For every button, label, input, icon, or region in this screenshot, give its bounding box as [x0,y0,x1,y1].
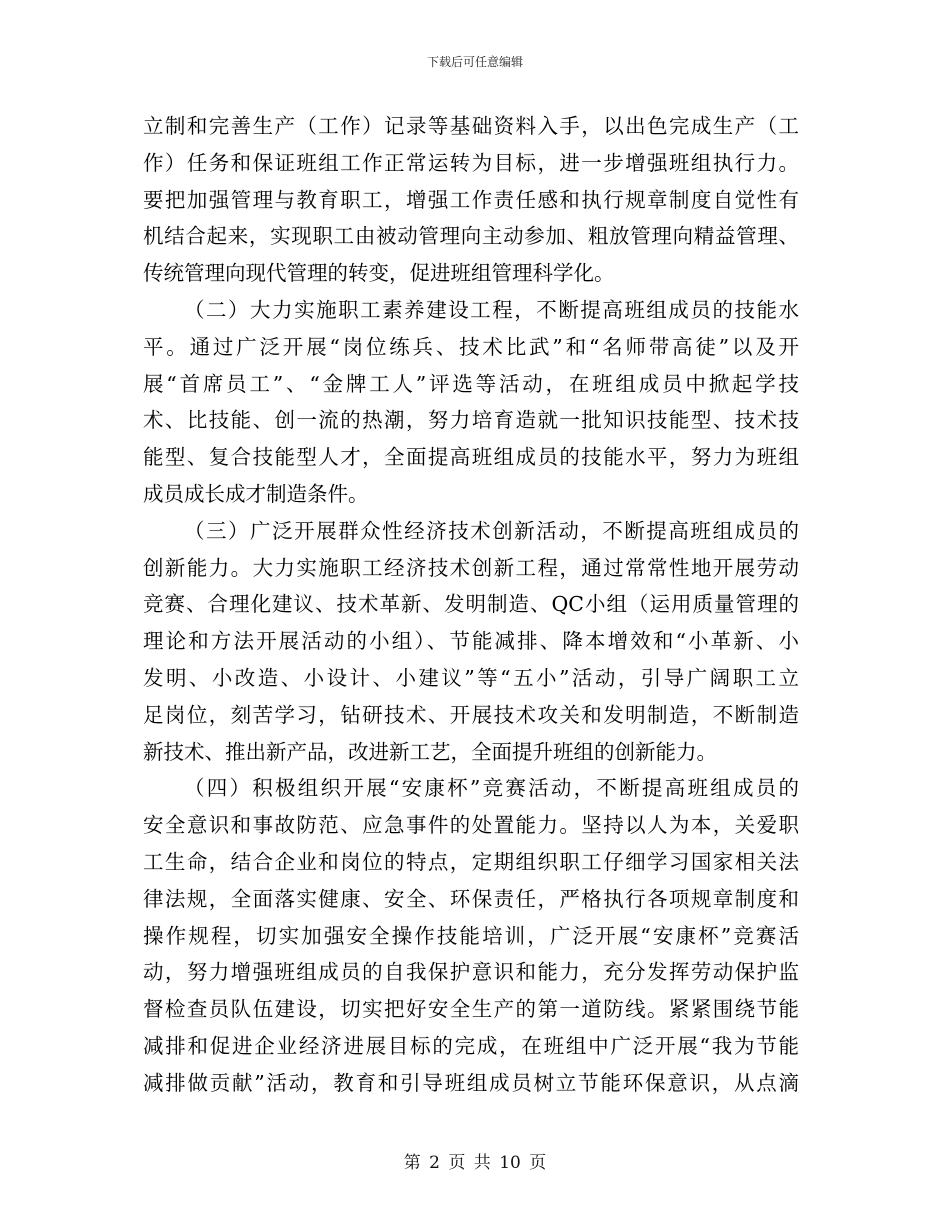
text-line: 安全意识和事故防范、应急事件的处置能力。坚持以人为本，关爱职 [143,813,799,838]
text-line: 动，努力增强班组成员的自我保护意识和能力，充分发挥劳动保护监 [143,960,799,985]
text-line: 操作规程，切实加强安全操作技能培训，广泛开展“安康杯”竞赛活 [143,923,799,948]
text-line: 展“首席员工”、“金牌工人”评选等活动，在班组成员中掀起学技 [143,371,799,396]
text-line: 律法规，全面落实健康、安全、环保责任，严格执行各项规章制度和 [143,886,799,911]
text-line: 要把加强管理与教育职工，增强工作责任感和执行规章制度自觉性有 [143,187,799,212]
text-line: 能型、复合技能型人才，全面提高班组成员的技能水平，努力为班组 [143,445,799,470]
text-line: 竞赛、合理化建议、技术革新、发明制造、QC小组（运用质量管理的 [143,592,799,617]
page-header: 下载后可任意编辑 [426,55,523,69]
text-line: 减排做贡献”活动，教育和引导班组成员树立节能环保意识，从点滴 [143,1070,799,1095]
text-line: 平。通过广泛开展“岗位练兵、技术比武”和“名师带高徒”以及开 [143,334,799,359]
text-line: 工生命，结合企业和岗位的特点，定期组织职工仔细学习国家相关法 [143,849,799,874]
text-line: 成员成长成才制造条件。 [143,481,369,506]
text-line: 机结合起来，实现职工由被动管理向主动参加、粗放管理向精益管理、 [143,224,799,249]
text-line: 术、比技能、创一流的热潮，努力培育造就一批知识技能型、技术技 [143,408,799,433]
text-line: 立制和完善生产（工作）记录等基础资料入手，以出色完成生产（工 [143,114,799,138]
text-line: 新技术、推出新产品，改进新工艺，全面提升班组的创新能力。 [143,739,717,764]
document-body [143,108,799,1102]
text-line: 理论和方法开展活动的小组）、节能减排、降本增效和“小革新、小 [143,629,799,654]
text-line: 传统管理向现代管理的转变，促进班组管理科学化。 [143,261,615,286]
text-line: 减排和促进企业经济进展目标的完成，在班组中广泛开展“我为节能 [143,1033,799,1058]
text-line: 发明、小改造、小设计、小建议”等“五小”活动，引导广阔职工立 [143,665,799,690]
text-line: （三）广泛开展群众性经济技术创新活动，不断提高班组成员的 [184,518,799,543]
text-line: （四）积极组织开展“安康杯”竞赛活动，不断提高班组成员的 [184,776,799,801]
page-footer: 第 2 页 共 10 页 [403,1153,547,1173]
text-line: 足岗位，刻苦学习，钻研技术、开展技术攻关和发明制造，不断制造 [143,702,799,727]
text-line: 作）任务和保证班组工作正常运转为目标，进一步增强班组执行力。 [143,150,799,175]
text-line: 督检查员队伍建设，切实把好安全生产的第一道防线。紧紧围绕节能 [143,997,799,1022]
text-line: 创新能力。大力实施职工经济技术创新工程，通过常常性地开展劳动 [143,555,799,580]
text-line: （二）大力实施职工素养建设工程，不断提高班组成员的技能水 [184,297,799,322]
